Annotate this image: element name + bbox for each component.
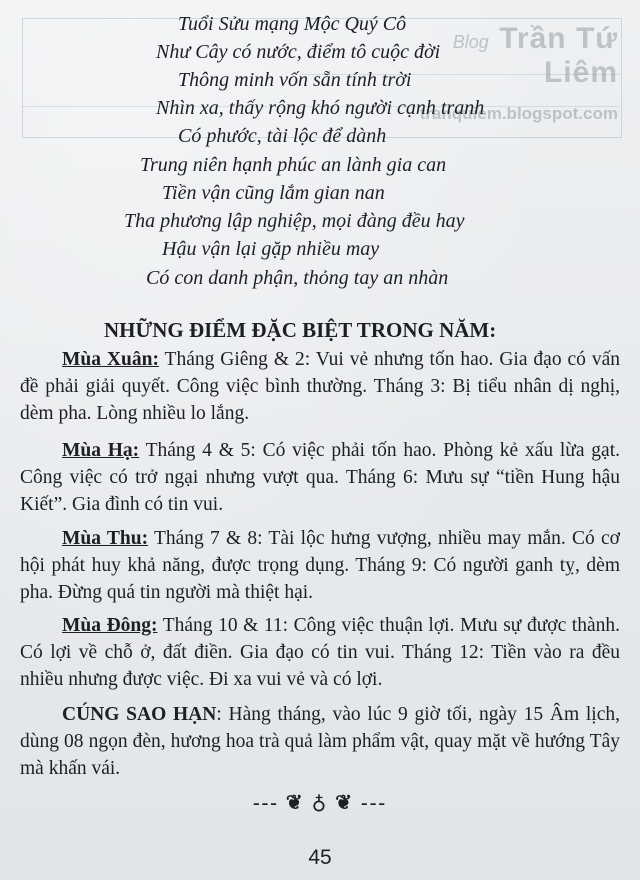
summer-text: Tháng 4 & 5: Có việc phải tốn hao. Phòng kẻ xấu lừa gạt. Công việc có trở ngại nhưng vượt qua. Tháng 6: Mưu sự “tiền Hung hậu Kiết”. Gia đình có tin vui. [20, 440, 620, 515]
winter-paragraph [20, 612, 620, 693]
poem-line: Tha phương lập nghiệp, mọi đàng đều hay [124, 210, 465, 232]
spring-label: Mùa Xuân: [62, 349, 159, 370]
section-ornament: --- ❦ ♁ ❦ --- [252, 792, 388, 814]
summer-paragraph [20, 437, 620, 518]
poem-line: Có phước, tài lộc để dành [178, 125, 387, 147]
poem-line: Như Cây có nước, điểm tô cuộc đời [156, 41, 441, 63]
spring-paragraph [20, 346, 620, 427]
poem-line: Tuổi Sửu mạng Mộc Quý Cô [178, 13, 407, 35]
watermark-author-name: Trần Tứ Liêm [499, 22, 618, 89]
section-heading: NHỮNG ĐIỂM ĐẶC BIỆT TRONG NĂM: [104, 318, 497, 342]
watermark-url: tranquiem.blogspot.com [419, 104, 618, 123]
summer-label: Mùa Hạ: [62, 440, 140, 461]
cung-sao-paragraph [20, 701, 620, 782]
winter-text: Tháng 10 & 11: Công việc thuận lợi. Mưu sự được thành. Có lợi về chỗ ở, đất điền. Gia đạo có tin vui. Tháng 12: Tiền vào ra đều nhiều nhưng được việc. Đi xa vui vẻ và có lợi. [20, 615, 620, 690]
cung-sao-label: CÚNG SAO HẠN [62, 704, 217, 725]
poem-line: Nhìn xa, thấy rộng khó người cạnh tranh [156, 97, 485, 119]
poem-line: Hậu vận lại gặp nhiều may [162, 238, 380, 260]
poem-line: Trung niên hạnh phúc an lành gia can [140, 154, 447, 176]
autumn-label: Mùa Thu: [62, 528, 149, 549]
page-number: 45 [308, 846, 332, 869]
cung-sao-text: : Hàng tháng, vào lúc 9 giờ tối, ngày 15 Âm lịch, dùng 08 ngọn đèn, hương hoa trà quả làm phẩm vật, quay mặt về hướng Tây mà khấn vái. [20, 704, 620, 779]
autumn-text: Tháng 7 & 8: Tài lộc hưng vượng, nhiều may mắn. Có cơ hội phát huy khả năng, được trọng dụng. Tháng 9: Có người ganh tỵ, dèm pha. Đừng quá tin người mà thiệt hại. [20, 528, 620, 603]
poem-line: Thông minh vốn sẵn tính trời [178, 69, 412, 91]
autumn-paragraph [20, 525, 620, 606]
watermark-blog-label: Blog [452, 32, 489, 52]
winter-label: Mùa Đông: [62, 615, 158, 636]
spring-text: Tháng Giêng & 2: Vui vẻ nhưng tốn hao. Gia đạo có vấn đề phải giải quyết. Công việc bình thường. Tháng 3: Bị tiểu nhân dị nghị, dèm pha. Lòng nhiều lo lắng. [20, 349, 620, 424]
poem-line: Tiền vận cũng lắm gian nan [162, 182, 385, 204]
poem-line: Có con danh phận, thỏng tay an nhàn [146, 267, 449, 289]
